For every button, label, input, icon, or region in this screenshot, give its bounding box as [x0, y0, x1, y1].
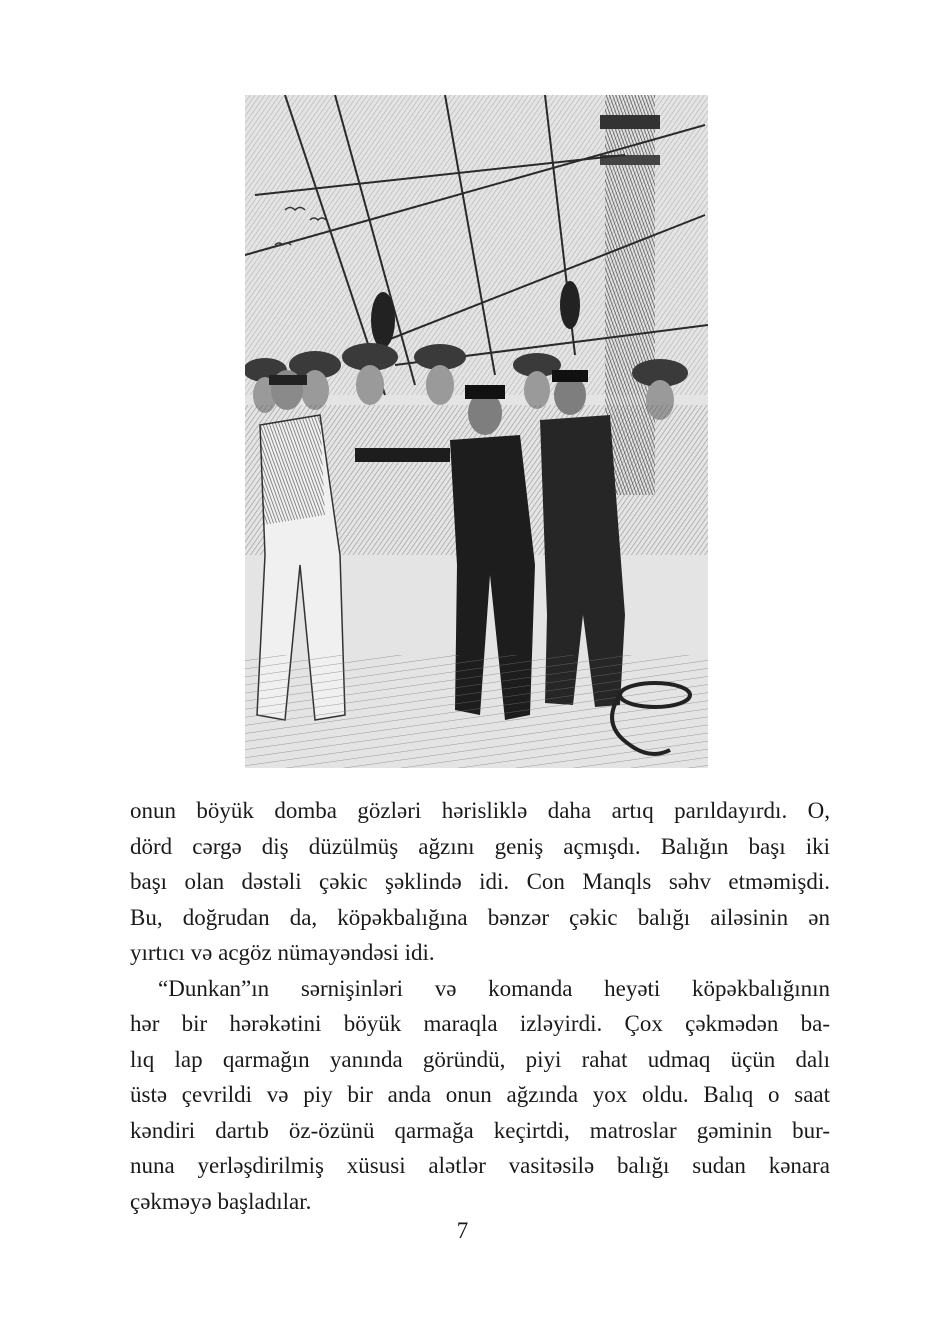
text-line: dörd cərgə diş düzülmüş ağzını geniş açmışdı. Balığın başı iki — [130, 833, 830, 859]
text-line: nuna yerləşdirilmiş xüsusi alətlər vasitəsilə balığı sudan kənara — [130, 1153, 830, 1178]
body-text — [130, 793, 830, 1219]
text-line: çəkməyə başladılar. — [130, 1188, 312, 1214]
engraving-illustration-icon — [245, 95, 708, 768]
text-line: “Dunkan”ın sərnişinləri və komanda heyəti köpəkbalığının — [158, 975, 830, 1001]
text-line: onun böyük domba gözləri hərisliklə daha artıq parıldayırdı. O, — [130, 798, 830, 823]
page-number: 7 — [456, 1218, 469, 1243]
paragraph-2 — [130, 971, 830, 1220]
text-line: başı olan dəstəli çəkic şəklində idi. Con Manqls səhv etməmişdi. — [130, 869, 830, 894]
text-line: kəndiri dartıb öz-özünü qarmağa keçirtdi, matroslar gəminin bur- — [130, 1117, 830, 1143]
text-line: üstə çevrildi və piy bir anda onun ağzında yox oldu. Balıq o saat — [130, 1082, 830, 1107]
text-line: Bu, doğrudan da, köpəkbalığına bənzər çəkic balığı ailəsinin ən — [130, 904, 830, 930]
paragraph-1 — [130, 793, 830, 971]
text-line: lıq lap qarmağın yanında göründü, piyi rahat udmaq üçün dalı — [130, 1046, 830, 1072]
engraving-illustration — [245, 95, 708, 768]
text-line: yırtıcı və acgöz nümayəndəsi idi. — [130, 940, 435, 965]
text-line: hər bir hərəkətini böyük maraqla izləyirdi. Çox çəkmədən ba- — [130, 1011, 830, 1036]
